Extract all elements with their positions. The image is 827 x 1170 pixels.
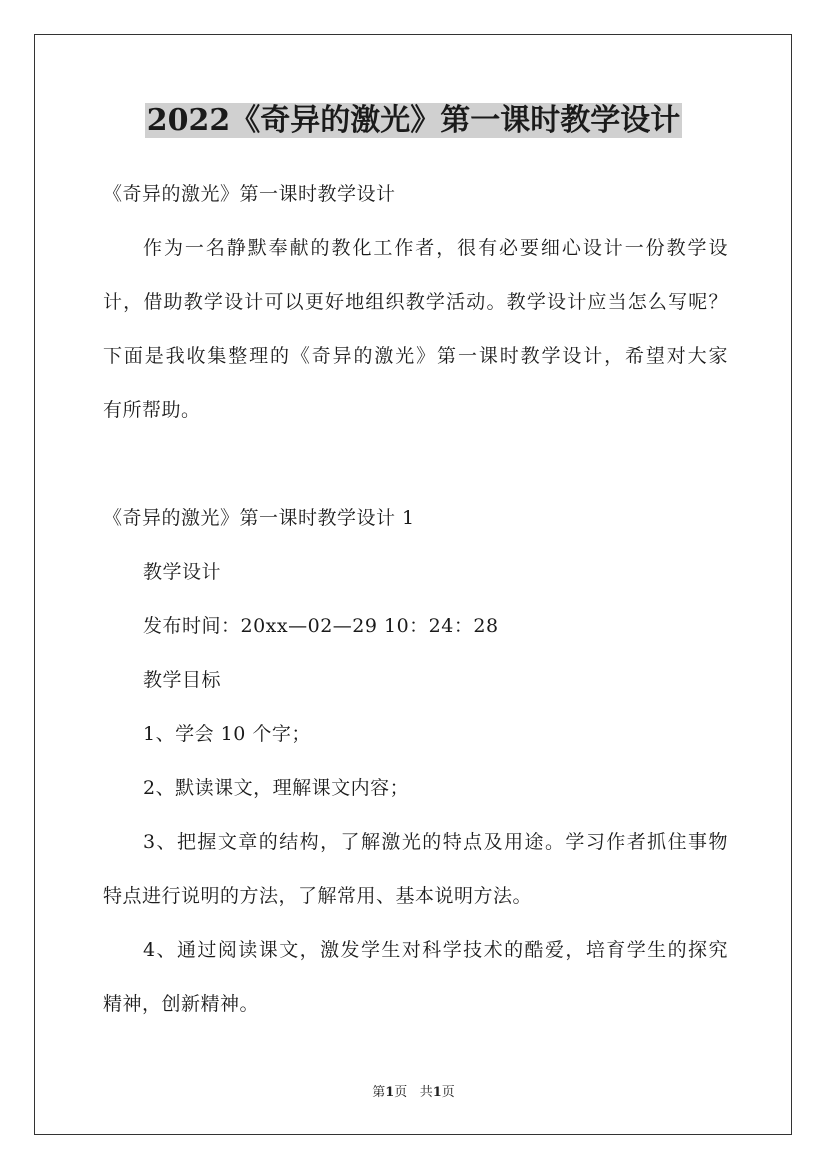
goal-item-3-line-1-text: 3、把握文章的结构，了解激光的特点及用途。学习作者抓住事物: [143, 831, 728, 853]
footer-page-prefix: 第: [372, 1085, 386, 1100]
intro-line-1-text: 作为一名静默奉献的教化工作者，很有必要细心设计一份教学设: [143, 237, 728, 259]
footer-total-number: 1: [432, 1085, 442, 1100]
intro-line-3-text: 下面是我收集整理的《奇异的激光》第一课时教学设计，希望对大家: [103, 345, 728, 367]
document-subtitle: 《奇异的激光》第一课时教学设计: [103, 183, 396, 205]
footer-total-suffix: 页: [441, 1085, 455, 1100]
footer-page-number: 1: [385, 1085, 395, 1100]
goal-item-2: 2、默读课文，理解课文内容；: [143, 777, 410, 799]
goal-item-3-line-2: 特点进行说明的方法，了解常用、基本说明方法。: [103, 885, 533, 907]
section-label: 教学设计: [143, 561, 222, 583]
goal-item-1: 1、学会 10 个字；: [143, 723, 311, 745]
publish-time: 发布时间：20xx—02—29 10：24：28: [143, 615, 499, 637]
goal-item-4-line-2: 精神，创新精神。: [103, 993, 260, 1015]
goal-item-3-line-1: [143, 829, 728, 855]
footer-page-suffix: 页: [394, 1085, 408, 1100]
section-heading: 《奇异的激光》第一课时教学设计 1: [103, 507, 415, 529]
goals-heading: 教学目标: [143, 669, 222, 691]
intro-line-4: 有所帮助。: [103, 399, 201, 421]
intro-line-2-text: 计，借助教学设计可以更好地组织教学活动。教学设计应当怎么写呢？: [103, 291, 728, 313]
intro-line-3: [103, 343, 728, 369]
document-title-text: 2022《奇异的激光》第一课时教学设计: [146, 103, 681, 138]
intro-line-1: [143, 235, 728, 261]
goal-item-4-line-1: [143, 937, 728, 963]
page-footer: [0, 1084, 827, 1102]
document-title: [0, 98, 827, 144]
intro-line-2: [103, 289, 728, 315]
footer-total-prefix: 共: [419, 1085, 433, 1100]
goal-item-4-line-1-text: 4、通过阅读课文，激发学生对科学技术的酷爱，培育学生的探究: [143, 939, 728, 961]
